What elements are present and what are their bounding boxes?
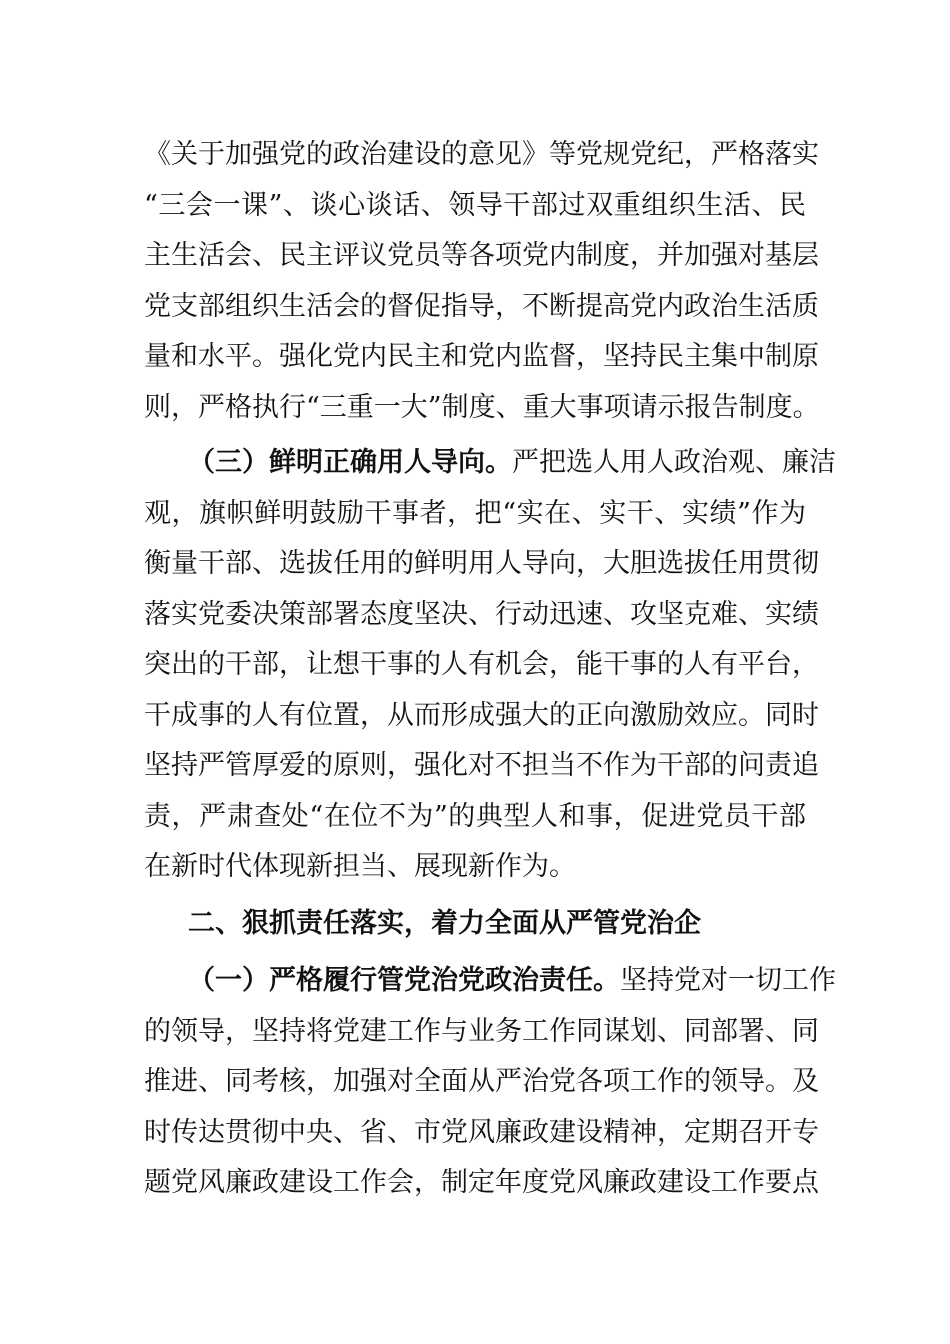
paragraph-line: 时传达贯彻中央、省、市党风廉政建设精神，定期召开专 bbox=[144, 1117, 819, 1148]
paragraph-line: 坚持严管厚爱的原则，强化对不担当不作为干部的问责追 bbox=[144, 750, 819, 781]
paragraph-line: 的领导，坚持将党建工作与业务工作同谋划、同部署、同 bbox=[144, 1016, 819, 1047]
paragraph-line: 量和水平。强化党内民主和党内监督，坚持民主集中制原 bbox=[144, 341, 819, 372]
paragraph-text: 严把选人用人政治观、廉洁 bbox=[512, 447, 836, 478]
paragraph-text: 坚持党对一切工作 bbox=[620, 965, 836, 996]
paragraph-line: 观，旗帜鲜明鼓励干事者，把“实在、实干、实绩”作为 bbox=[144, 498, 806, 529]
paragraph-line: 干成事的人有位置，从而形成强大的正向激励效应。同时 bbox=[144, 700, 819, 731]
paragraph-line: 在新时代体现新担当、展现新作为。 bbox=[144, 851, 576, 882]
paragraph-line: 则，严格执行“三重一大”制度、重大事项请示报告制度。 bbox=[144, 392, 820, 423]
paragraph-line: 主生活会、民主评议党员等各项党内制度，并加强对基层 bbox=[144, 240, 819, 271]
subheading-lead: （三）鲜明正确用人导向。 bbox=[188, 447, 512, 478]
paragraph-line: 落实党委决策部署态度坚决、行动迅速、攻坚克难、实绩 bbox=[144, 599, 819, 630]
paragraph-line: 衡量干部、选拔任用的鲜明用人导向，大胆选拔任用贯彻 bbox=[144, 548, 819, 579]
paragraph-first-line bbox=[188, 437, 836, 489]
paragraph-line: 题党风廉政建设工作会，制定年度党风廉政建设工作要点 bbox=[144, 1167, 819, 1198]
paragraph-line: 党支部组织生活会的督促指导，不断提高党内政治生活质 bbox=[144, 291, 819, 322]
paragraph-line: 推进、同考核，加强对全面从严治党各项工作的领导。及 bbox=[144, 1066, 819, 1097]
paragraph-first-line bbox=[188, 955, 836, 1007]
section-heading: 二、狠抓责任落实，着力全面从严管党治企 bbox=[188, 908, 701, 939]
subheading-lead: （一）严格履行管党治党政治责任。 bbox=[188, 965, 620, 996]
paragraph-line: 《关于加强党的政治建设的意见》等党规党纪，严格落实 bbox=[144, 139, 819, 170]
paragraph-line: 责，严肃查处“在位不为”的典型人和事，促进党员干部 bbox=[144, 801, 806, 832]
paragraph-line: 突出的干部，让想干事的人有机会，能干事的人有平台， bbox=[144, 649, 819, 680]
paragraph-line: “三会一课”、谈心谈话、领导干部过双重组织生活、民 bbox=[144, 190, 806, 221]
